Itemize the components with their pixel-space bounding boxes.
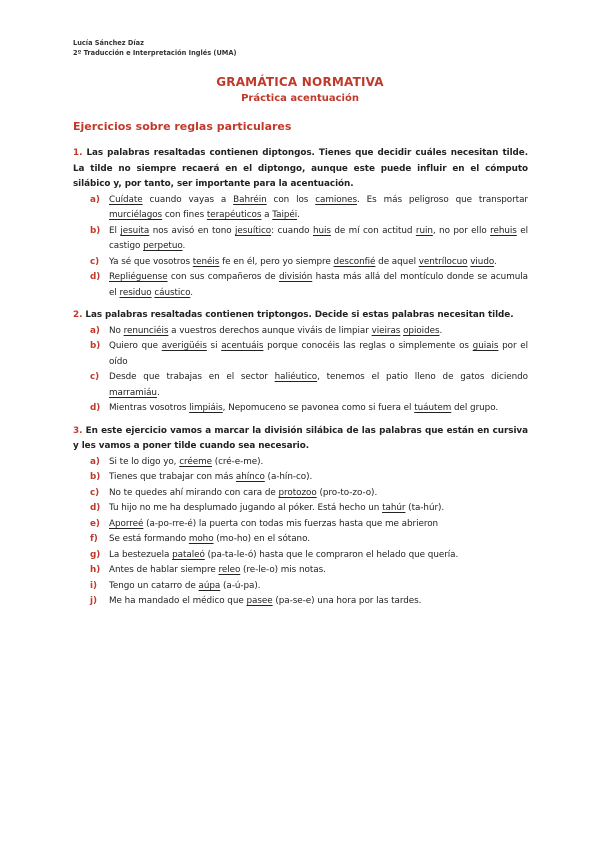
highlighted-word: guiais [472,341,499,351]
author-name: Lucía Sánchez Díaz [73,39,144,47]
page-subtitle: Práctica acentuación [241,93,359,104]
item-label: g) [90,549,101,560]
item-text: con fines [162,210,207,220]
exercise-number: 2. [73,310,83,320]
item-text: hasta más allá del montículo donde se acumula el [109,272,528,298]
highlighted-word: ventrílocuo [418,256,468,267]
highlighted-word: desconfié [333,256,376,267]
list-item [73,470,528,486]
item-label: c) [90,372,100,382]
exercise-list [73,146,528,617]
item-text: . [182,241,186,251]
item-text: No te quedes ahí mirando con cara de [109,487,279,498]
item-text: Antes de hablar siempre [109,565,219,575]
item-text: , Nepomuceno se pavonea como si fuera el [222,403,415,413]
list-item [73,193,528,224]
exercise-instruction-text: Las palabras resaltadas contienen triptongos. Decide si estas palabras necesitan tilde. [82,310,514,320]
list-item [73,224,528,255]
item-text: Si te lo digo yo, [109,456,180,467]
exercise-instruction [73,424,528,455]
item-text: fe en él, pero yo siempre [219,256,334,267]
list-item [73,548,528,564]
item-text: , no por ello [432,225,491,236]
item-label: e) [90,518,100,529]
highlighted-word: jesuita [120,225,150,236]
highlighted-word: moho [188,534,214,544]
item-text: (pa-ta-le-ó) hasta que le compraron el helado que quería. [204,549,459,560]
item-label: h) [90,565,101,575]
highlighted-word: división [278,272,313,282]
item-text: (a-hín-co). [264,472,313,482]
item-text: . Es más peligroso que transportar [357,194,528,205]
highlighted-word: vieiras [371,325,401,336]
item-text: El [109,225,121,236]
item-label: a) [90,194,100,205]
highlighted-word: jesuítico [235,225,272,236]
exercise-3 [73,424,528,610]
item-label: c) [90,487,100,498]
highlighted-word: pasee [246,596,273,606]
highlighted-word: Aporreé [109,518,144,529]
item-text: (mo-ho) en el sótano. [213,534,310,544]
highlighted-word: perpetuo [143,241,183,251]
highlighted-word: tuáutem [414,403,452,413]
item-text: . [439,325,443,336]
list-item [73,563,528,579]
page-title: GRAMÁTICA NORMATIVA [216,75,384,89]
item-text: Mientras vosotros [109,403,190,413]
highlighted-word: Cuídate [109,194,143,205]
highlighted-word: tahúr [382,503,406,513]
highlighted-word: aúpa [198,580,221,591]
item-text: por el oído [109,341,528,367]
exercise-instruction-text: En este ejercicio vamos a marcar la división silábica de las palabras que están en cursiva y les vamos a poner tilde cuando sea necesario. [73,425,528,451]
item-text: a vuestros derechos aunque viváis de limpiar [168,325,372,336]
highlighted-word: viudo [470,256,495,267]
highlighted-word: opioides [403,325,440,336]
item-text: (a-po-rre-é) la puerta con todas mis fuerzas hasta que me abrieron [143,518,439,529]
item-text: : cuando [271,225,313,236]
highlighted-word: Bahréin [233,194,267,205]
highlighted-word: pataleó [172,549,205,560]
list-item [73,455,528,471]
list-item [73,270,528,301]
item-label: a) [90,325,100,336]
highlighted-word: Taipéi [272,210,298,220]
section-title: Ejercicios sobre reglas particulares [73,120,292,133]
exercise-instruction-text: Las palabras resaltadas contienen diptongos. Tienes que decidir cuáles necesitan tilde. La tilde no siempre recaerá en el diptongo, aunque este puede influir en el cómputo silábico y, por tanto, ser importante para la acentuación. [73,148,528,189]
highlighted-word: cáustico [154,287,191,298]
item-label: c) [90,256,100,267]
item-text: cuando vayas a [142,194,234,205]
list-item [73,594,528,610]
highlighted-word: ruin [415,225,433,236]
highlighted-word: tenéis [192,256,220,267]
item-text: el castigo [109,225,528,251]
highlighted-word: camiones [315,194,358,205]
highlighted-word: residuo [119,287,152,298]
highlighted-word: acentuáis [221,341,264,351]
list-item [73,501,528,517]
list-item [73,579,528,595]
item-text: , tenemos el patio lleno de gatos diciendo [317,372,528,382]
highlighted-word: releo [218,565,241,575]
item-text: a [261,210,273,220]
item-text: No [109,325,124,336]
item-text: Se está formando [109,534,189,544]
item-text: (cré-e-me). [211,456,264,467]
item-text: (pa-se-e) una hora por las tardes. [272,596,422,606]
highlighted-word: ahínco [235,472,265,482]
item-text: Me ha mandado el médico que [109,596,247,606]
item-label: d) [90,503,101,513]
course-name: 2º Traducción e Interpretación Inglés (UMA) [73,48,237,57]
highlighted-word: huis [312,225,331,236]
item-label: d) [90,403,101,413]
exercise-instruction [73,308,528,324]
item-text: Quiero que [109,341,162,351]
list-item [73,339,528,370]
item-text: Ya sé que vosotros [109,256,193,267]
item-text: (a-ú-pa). [220,580,261,591]
item-text: Tu hijo no me ha desplumado jugando al póker. Está hecho un [109,503,383,513]
item-text: . [156,387,160,398]
item-label: b) [90,341,101,351]
item-text: del grupo. [451,403,499,413]
item-label: b) [90,472,101,482]
item-text: si [206,341,222,351]
highlighted-word: Repliéguense [109,272,168,282]
item-text: . [190,287,194,298]
highlighted-word: terapéuticos [206,210,262,220]
exercise-1 [73,146,528,301]
exercise-2 [73,308,528,417]
list-item [73,532,528,548]
item-label: a) [90,456,100,467]
item-text: nos avisó en tono [149,225,236,236]
exercise-instruction [73,146,528,193]
highlighted-word: créeme [179,456,212,467]
item-label: j) [90,596,97,606]
item-label: d) [90,272,101,282]
item-text: (re-le-o) mis notas. [240,565,326,575]
list-item [73,255,528,271]
highlighted-word: averigüéis [161,341,207,351]
highlighted-word: marramiáu [109,387,157,398]
exercise-number: 1. [73,148,83,158]
item-label: i) [90,580,97,591]
highlighted-word: rehuis [490,225,517,236]
item-text: de mí con actitud [330,225,416,236]
item-text: Desde que trabajas en el sector [109,372,275,382]
list-item [73,370,528,401]
item-text: . [494,256,497,267]
list-item [73,486,528,502]
item-text: con sus compañeros de [167,272,279,282]
item-label: f) [90,534,98,544]
item-text: (pro-to-zo-o). [316,487,378,498]
item-text: La bestezuela [109,549,173,560]
item-label: b) [90,225,101,236]
item-text: porque conocéis las reglas o simplemente os [263,341,473,351]
item-text: con los [266,194,316,205]
item-text: Tengo un catarro de [109,580,199,591]
list-item [73,517,528,533]
exercise-number: 3. [73,425,83,436]
item-text: de aquel [375,256,419,267]
highlighted-word: limpiáis [189,403,223,413]
list-item [73,401,528,417]
list-item [73,324,528,340]
item-text: (ta-húr). [405,503,445,513]
item-text: Tienes que trabajar con más [109,472,236,482]
item-text: . [297,210,300,220]
highlighted-word: murciélagos [109,210,163,220]
highlighted-word: protozoo [278,487,317,498]
highlighted-word: renunciéis [123,325,169,336]
highlighted-word: haliéutico [274,372,318,382]
document-header [73,39,236,58]
